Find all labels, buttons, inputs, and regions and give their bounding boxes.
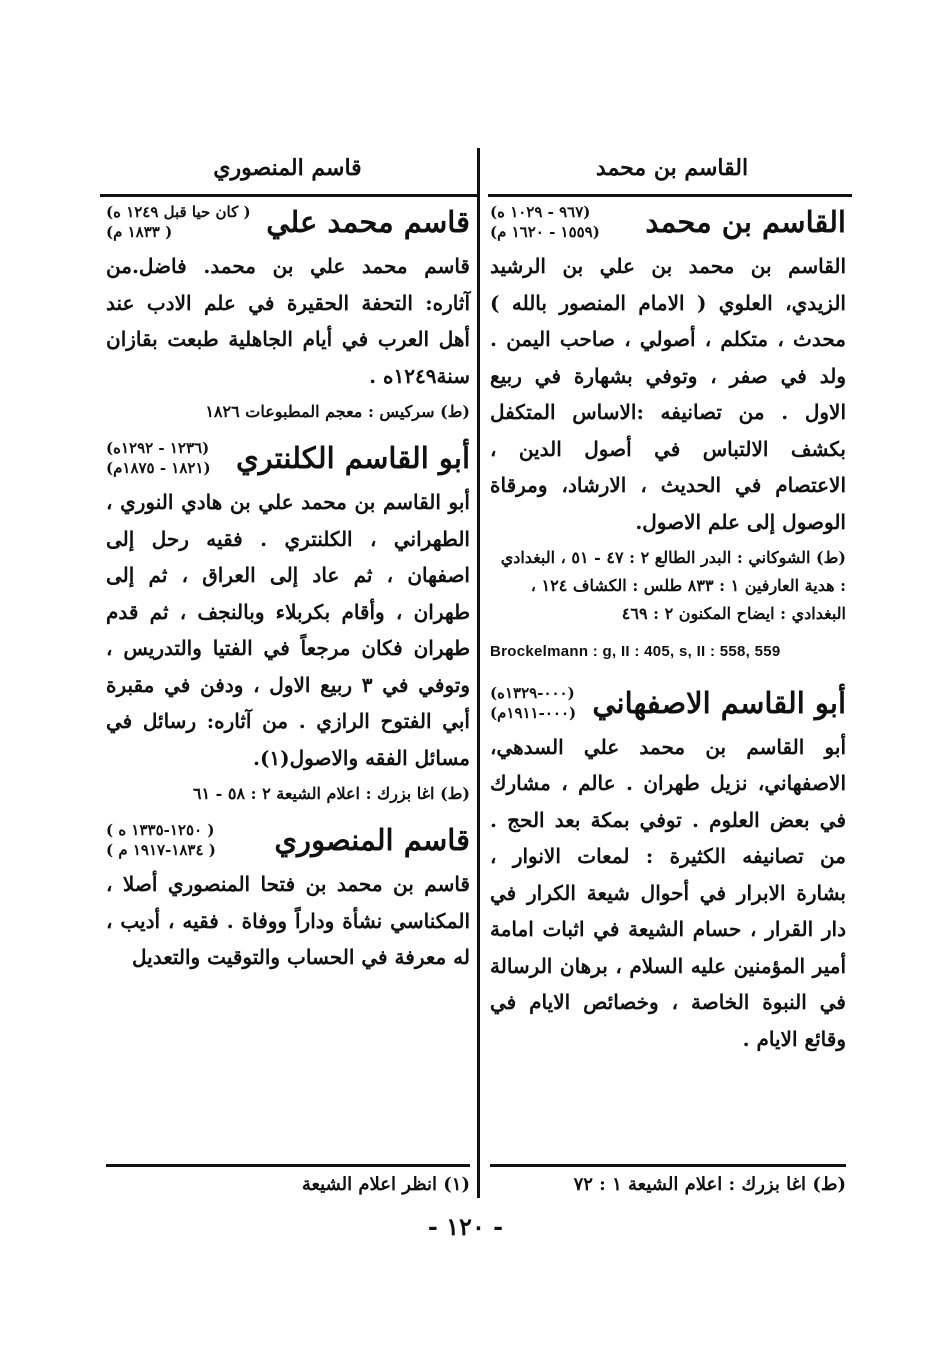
dates-hijri: ( ١٢٥٠-١٣٣٥ ه ) [106,821,215,839]
entry-qasim-bin-muhammad [490,200,846,671]
entry-body: أبو القاسم بن محمد علي السدهي، الاصفهاني، نزيل طهران . عالم ، مشارك في بعض العلوم . توفي بمكة بعد الحج . من تصانيفه الكثيرة : لمعات الانوار ، بشارة الابرار في أحوال شيعة الكرار في دار القرار ، حسام الشيعة في اثبات امامة أمير المؤمنين عليه السلام ، برهان الرسالة في النبوة الخاصة ، وخصائص الايام في وقائع الايام . [490,734,846,1051]
entry-dates [106,438,211,478]
entry-dates [106,202,251,242]
entry-dates [490,202,600,242]
entry-header [490,681,846,725]
entry-header [106,436,470,480]
entry-latin-reference: Brockelmann : g, II : 405, s, II : 558, 559 [490,643,781,660]
left-column [106,200,470,986]
dates-hijri: (٩٦٧ - ١٠٢٩ ه) [490,203,591,221]
running-head-right: القاسم بن محمد [595,155,749,181]
entry-body: القاسم بن محمد بن علي بن الرشيد الزيدي، العلوي ( الامام المنصور بالله ) محدث ، متكلم ، أصولي ، صاحب اليمن . ولد في صفر ، وتوفي بشهارة في ربيع الاول . من تصانيفه :الاساس المتكفل بكشف الالتباس في أصول الدين ، الاعتصام في الحديث ، الارشاد، ومرقاة الوصول إلى علم الاصول. [490,254,846,534]
page-number: - ١٢٠ - [427,1212,504,1241]
entry-body: قاسم بن محمد بن فتحا المنصوري أصلا ، المكناسي نشأة وداراً ووفاة . فقيه ، أديب ، له معرفة في الحساب والتوقيت والتعديل [106,872,470,969]
header-rule-right [488,194,852,197]
entry-name: أبو القاسم الاصفهاني [592,685,846,720]
footnote-rule-left [106,1164,470,1167]
dates-hijri: (٠٠٠-١٣٢٩ه) [490,683,575,702]
dates-gregorian: (١٥٥٩ - ١٦٢٠ م) [490,223,600,241]
entry-reference: (ط) سركيس : معجم المطبوعات ١٨٢٦ [205,402,470,421]
entry-body: أبو القاسم بن محمد علي بن هادي النوري ، الطهراني ، الكلنتري . فقيه رحل إلى اصفهان ، ثم عاد إلى العراق ، ثم إلى طهران ، وأقام بكربلاء وبالنجف ، ثم قدم طهران فكان مرجعاً في الفتيا والتدريس ، وتوفي في ٣ ربيع الاول ، ودفن في مقبرة أبي الفتوح الرازي . من آثاره: رسائل في مسائل الفقه والاصول(١). [106,490,471,770]
entry-abu-al-qasim-isfahani [490,681,846,1058]
dates-gregorian: (١٨٢١ - ١٨٧٥م) [106,459,211,477]
entry-qasim-muhammad-ali [106,200,470,426]
entry-body: قاسم محمد علي بن محمد. فاضل.من آثاره: التحفة الحقيرة في علم الادب عند أهل العرب في أيام الجاهلية طبعت بقازان سنة١٢٤٩ه . [106,254,470,388]
header-rule-left [100,194,477,197]
dates-hijri: ( كان حيا قبل ١٢٤٩ ه) [106,203,251,221]
column-divider [477,148,480,1198]
entry-name: قاسم المنصوري [274,823,470,857]
right-column [490,200,846,1067]
entry-name: القاسم بن محمد [645,205,846,239]
dates-hijri: (١٢٣٦ - ١٢٩٢ه) [106,439,210,457]
entry-header [106,200,470,244]
entry-dates [106,820,216,860]
entry-abu-al-qasim-kalantari [106,436,470,808]
footnote-right: (ط) اغا بزرك : اعلام الشيعة ١ : ٧٢ [573,1174,846,1195]
dates-gregorian: (٠٠٠-١٩١١م) [490,703,577,722]
running-head-left: قاسم المنصوري [213,155,362,181]
dates-gregorian: ( ١٨٣٤-١٩١٧ م ) [106,841,216,859]
footnote-rule-right [490,1164,846,1167]
footnote-left: (١) انظر اعلام الشيعة [301,1174,470,1195]
entry-qasim-mansouri [106,818,470,976]
entry-name: قاسم محمد علي [266,205,470,239]
entry-reference: (ط) اغا بزرك : اعلام الشيعة ٢ : ٥٨ - ٦١ [192,784,470,803]
entry-name: أبو القاسم الكلنتري [235,441,470,475]
entry-reference: (ط) الشوكاني : البدر الطالع ٢ : ٤٧ - ٥١ ، البغدادي : هدية العارفين ١ : ٨٣٣ طلس : الكشاف ١٢٤ ، البغدادي : ايضاح المكنون ٢ : ٤٦٩ [500,548,846,623]
entry-header [106,818,470,862]
entry-dates [490,683,576,723]
dates-gregorian: ( ١٨٣٣ م) [106,223,173,241]
entry-header [490,200,846,244]
